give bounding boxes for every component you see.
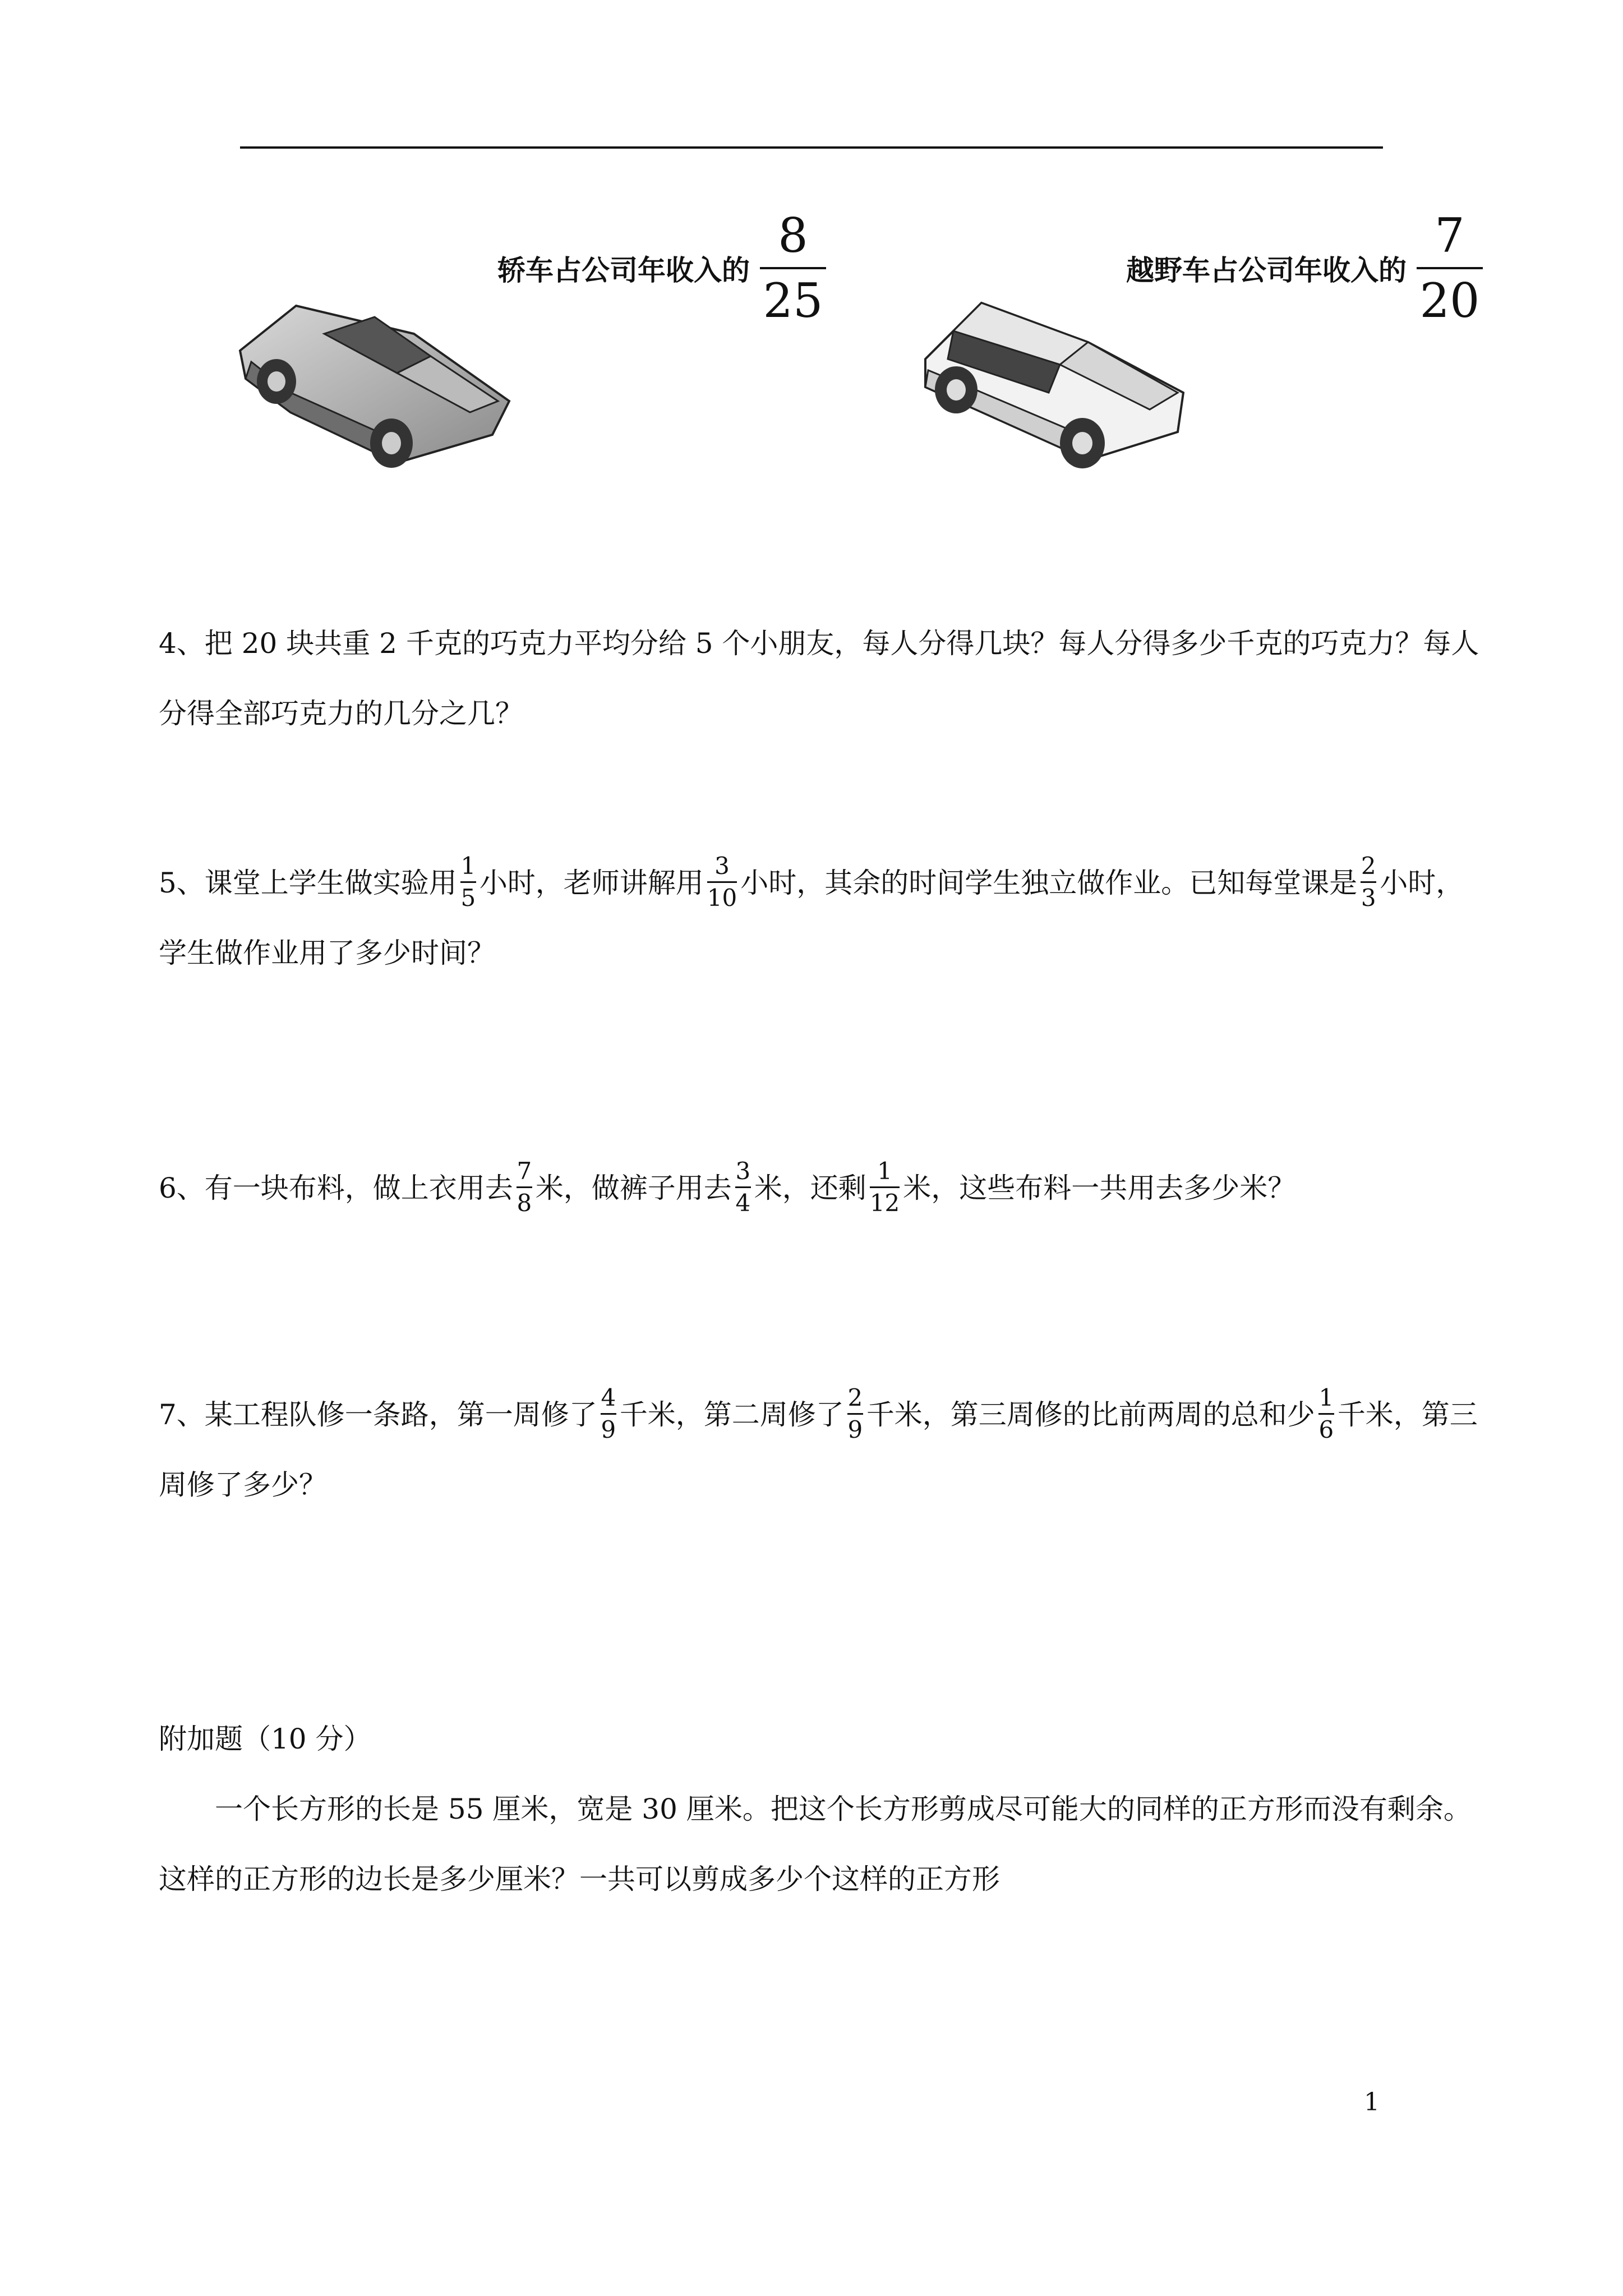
question-7-line-1: 7、某工程队修一条路，第一周修了 $\frac{4}{9}$ 千米，第二周修了 $\frac{2}{9}$ 千米，第三周修的比前两周的总和少 $\frac{1}{6}$ 千米，第三	[159, 1383, 1478, 1443]
bonus-title: 附加题（10 分）	[159, 1723, 372, 1755]
question-6	[159, 1153, 1488, 1223]
fraction: $\frac{1}{5}$	[460, 852, 476, 912]
suv-label-text: 越野车占公司年收入的	[1126, 254, 1407, 287]
sedan-label	[497, 208, 826, 328]
fraction: $\frac{7}{8}$	[517, 1157, 532, 1217]
question-4-line-1: 4、把 20 块共重 2 千克的巧克力平均分给 5 个小朋友，每人分得几块？每人分得多少千克的巧克力？每人	[159, 627, 1479, 660]
fraction: $\frac{1}{12}$	[869, 1157, 900, 1217]
sedan-car-image	[229, 295, 520, 480]
bonus-line-1: 一个长方形的长是 55 厘米，宽是 30 厘米。把这个长方形剪成尽可能大的同样的正方形而没有剩余。	[215, 1793, 1472, 1825]
question-4	[159, 609, 1488, 749]
fraction: $\frac{3}{10}$	[707, 852, 737, 912]
fraction: $\frac{2}{3}$	[1361, 852, 1376, 912]
bonus-question	[159, 1704, 1488, 1915]
bonus-line-2: 这样的正方形的边长是多少厘米？一共可以剪成多少个这样的正方形	[159, 1863, 1000, 1895]
fraction: $\frac{2}{9}$	[847, 1383, 863, 1443]
sedan-fraction: $\frac{8}{25}$	[760, 212, 826, 324]
page-number: 1	[1364, 2088, 1380, 2116]
question-6-line-1: 6、有一块布料，做上衣用去 $\frac{7}{8}$ 米，做裤子用去 $\frac{3}{4}$ 米，还剩 $\frac{1}{12}$ 米，这些布料一共用去多少米？	[159, 1157, 1296, 1217]
question-4-line-2: 分得全部巧克力的几分之几？	[159, 697, 523, 730]
question-7-line-2: 周修了多少？	[159, 1469, 327, 1501]
question-5	[159, 848, 1488, 988]
sedan-label-text: 轿车占公司年收入的	[497, 254, 750, 287]
fraction: $\frac{1}{6}$	[1318, 1383, 1334, 1443]
question-7	[159, 1380, 1488, 1520]
fraction: $\frac{4}{9}$	[601, 1383, 616, 1443]
header-rule	[240, 146, 1383, 149]
question-5-line-2: 学生做作业用了多少时间？	[159, 937, 495, 969]
suv-car-image	[914, 297, 1195, 482]
fraction: $\frac{3}{4}$	[735, 1157, 751, 1217]
question-5-line-1: 5、课堂上学生做实验用 $\frac{1}{5}$ 小时，老师讲解用 $\frac{3}{10}$ 小时，其余的时间学生独立做作业。已知每堂课是 $\frac{2}{3}$ 小时，	[159, 852, 1464, 912]
suv-fraction: $\frac{7}{20}$	[1417, 212, 1483, 324]
